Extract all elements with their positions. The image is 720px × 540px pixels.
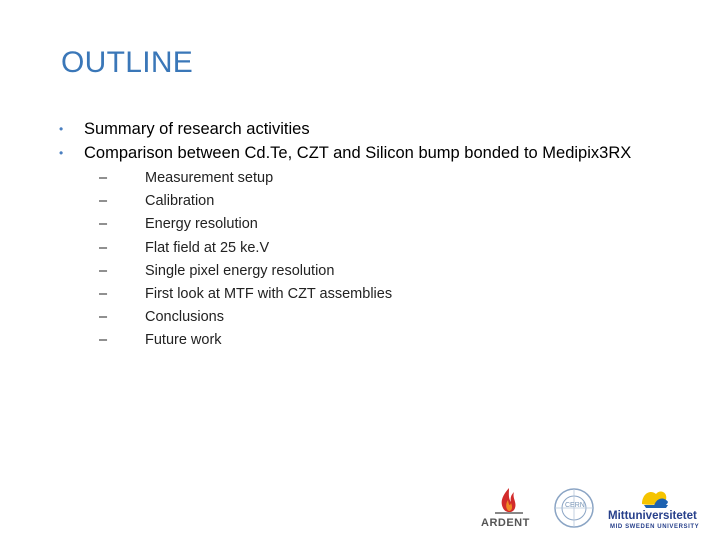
sub-bullet-text: Calibration [145,193,215,210]
miun-logo-icon [606,486,710,510]
sub-bullet-text: Flat field at 25 ke.V [145,239,270,256]
sub-bullet-item [84,260,658,283]
sub-bullet-text: Conclusions [145,309,224,326]
dash-marker: – [99,309,108,326]
bullet-marker: • [59,146,64,160]
bullet-item [58,141,658,353]
cern-logo [552,486,596,530]
sub-bullet-item [84,306,658,329]
bullet-text: Comparison between Cd.Te, CZT and Silicon bump bonded to Medipix3RX [84,144,632,162]
slide-title: OUTLINE [61,46,194,79]
sub-bullet-list [84,167,658,353]
dash-marker: – [99,262,108,279]
sub-bullet-text: Energy resolution [145,216,258,233]
dash-marker: – [99,332,108,349]
dash-marker: – [99,216,108,233]
bullet-list [58,117,658,353]
cern-logo-text: CERN [565,502,585,509]
bullet-text: Summary of research activities [84,120,310,138]
miun-logo [606,486,710,534]
sub-bullet-text: First look at MTF with CZT assemblies [145,286,393,303]
miun-logo-subtext: MID SWEDEN UNIVERSITY [610,524,700,530]
bullet-item [58,117,658,141]
sub-bullet-text: Single pixel energy resolution [145,262,335,279]
sub-bullet-item [84,190,658,213]
sub-bullet-text: Future work [145,332,222,349]
sub-bullet-item [84,213,658,236]
dash-marker: – [99,239,108,256]
flame-icon [478,486,538,518]
sub-bullet-item [84,329,658,352]
sub-bullet-text: Measurement setup [145,170,274,186]
dash-marker: – [99,193,108,210]
bullet-marker: • [59,122,64,136]
miun-logo-text: Mittuniversitetet [608,510,697,522]
sub-bullet-item [84,167,658,190]
sub-bullet-item [84,237,658,260]
dash-marker: – [99,170,108,186]
dash-marker: – [99,286,108,303]
logo-strip [470,486,710,534]
ardent-logo-text: ARDENT [481,517,530,529]
sub-bullet-item [84,283,658,306]
ardent-logo [478,486,538,534]
